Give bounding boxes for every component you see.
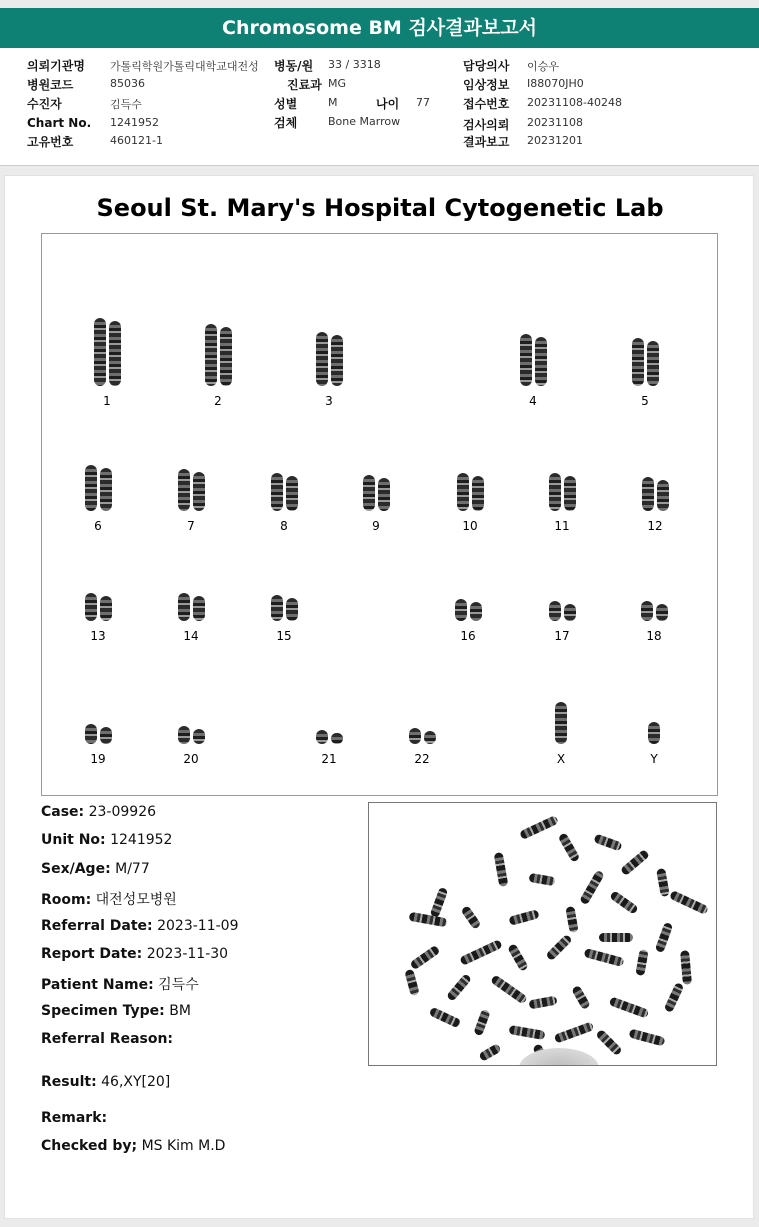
chromatid xyxy=(642,477,654,511)
detail-value: 23-09926 xyxy=(88,804,157,820)
metaphase-chromosome xyxy=(508,1025,545,1040)
info-value: 20231201 xyxy=(527,134,583,147)
metaphase-chromosome xyxy=(508,909,539,925)
info-value: M xyxy=(328,96,338,109)
chromosome-label: 11 xyxy=(554,519,570,533)
info-value: 이승우 xyxy=(527,60,559,73)
detail-label: Room: xyxy=(41,892,92,908)
info-label: 담당의사 xyxy=(463,59,510,73)
metaphase-chromosome xyxy=(609,890,639,915)
karyogram-panel xyxy=(41,233,718,796)
chromatid xyxy=(656,604,668,621)
chromatid xyxy=(378,478,390,511)
metaphase-chromosome xyxy=(655,922,674,953)
metaphase-chromosome xyxy=(584,948,625,967)
chromosome-label: 16 xyxy=(460,629,476,643)
metaphase-chromosome xyxy=(409,912,448,927)
info-value: Bone Marrow xyxy=(328,115,401,128)
info-label: 임상정보 xyxy=(463,78,510,92)
chromatid xyxy=(100,727,112,744)
detail-value: 2023-11-30 xyxy=(146,946,229,962)
chromatid xyxy=(331,733,343,744)
metaphase-chromosome xyxy=(680,950,692,985)
metaphase-chromosome xyxy=(669,890,709,915)
chromatid xyxy=(85,465,97,511)
detail-row xyxy=(41,1138,225,1154)
chromatid xyxy=(178,593,190,621)
info-label: 수진자 xyxy=(27,97,62,111)
metaphase-chromosome xyxy=(558,832,581,862)
chromosome-label: 13 xyxy=(90,629,106,643)
chromosome-label: 18 xyxy=(646,629,662,643)
chromosome-6-image xyxy=(85,465,112,511)
chromatid xyxy=(470,602,482,621)
chromatid xyxy=(632,338,644,386)
chromosome-1-image xyxy=(94,318,121,386)
metaphase-chromosome xyxy=(635,949,648,976)
metaphase-chromosome xyxy=(565,906,578,933)
chromatid xyxy=(271,473,283,511)
detail-label: Patient Name: xyxy=(41,977,154,993)
detail-row xyxy=(41,861,150,877)
chromosome-14-image xyxy=(178,593,205,621)
chromatid xyxy=(100,468,112,511)
chromosome-y-image xyxy=(648,722,660,744)
info-value: 가톨릭학원가톨릭대학교대전성 xyxy=(110,60,259,73)
report-title: Chromosome BM 검사결과보고서 xyxy=(222,17,537,39)
chromatid xyxy=(647,341,659,386)
info-label: Chart No. xyxy=(27,116,92,130)
chromosome-9-image xyxy=(363,475,390,511)
detail-label: Specimen Type: xyxy=(41,1003,165,1019)
chromosome-21-image xyxy=(316,730,343,744)
chromosome-label: Y xyxy=(650,752,658,766)
chromosome-16-image xyxy=(455,599,482,621)
detail-label: Unit No: xyxy=(41,832,106,848)
chromosome-label: 3 xyxy=(325,394,333,408)
detail-value: M/77 xyxy=(115,861,150,877)
detail-value: 1241952 xyxy=(110,832,173,848)
chromatid xyxy=(100,596,112,621)
detail-row xyxy=(41,918,238,934)
chromosome-label: 1 xyxy=(103,394,111,408)
detail-value: 46,XY[20] xyxy=(101,1074,171,1090)
info-value: 460121-1 xyxy=(110,134,163,147)
chromatid xyxy=(109,321,121,386)
metaphase-chromosome xyxy=(528,873,555,886)
lab-title: Seoul St. Mary's Hospital Cytogenetic Lab xyxy=(96,194,664,222)
detail-value: 대전성모병원 xyxy=(95,892,177,908)
chromosome-5-image xyxy=(632,338,659,386)
chromatid xyxy=(457,473,469,511)
info-value: 33 / 3318 xyxy=(328,58,381,71)
info-label: 결과보고 xyxy=(463,135,510,149)
detail-row xyxy=(41,1074,170,1090)
metaphase-chromosome xyxy=(609,996,650,1018)
metaphase-chromosome xyxy=(490,974,528,1004)
chromatid xyxy=(85,724,97,744)
patient-info-panel xyxy=(0,48,759,166)
info-value: 20231108 xyxy=(527,116,583,129)
chromosome-4-image xyxy=(520,334,547,386)
chromatid xyxy=(193,596,205,621)
chromatid xyxy=(555,702,567,744)
chromosome-label: 5 xyxy=(641,394,649,408)
chromatid xyxy=(657,480,669,511)
metaphase-chromosome xyxy=(571,985,591,1010)
info-value: 77 xyxy=(416,96,430,109)
detail-value: 2023-11-09 xyxy=(157,918,239,934)
chromosome-label: X xyxy=(556,752,566,766)
chromatid xyxy=(549,473,561,511)
info-value: I88070JH0 xyxy=(527,77,584,90)
detail-label: Result: xyxy=(41,1074,97,1090)
detail-value: MS Kim M.D xyxy=(141,1138,226,1154)
info-label: 접수번호 xyxy=(463,97,510,111)
chromosome-label: 21 xyxy=(321,752,337,766)
chromatid xyxy=(331,335,343,386)
info-label: 나이 xyxy=(376,97,400,111)
metaphase-chromosome xyxy=(620,849,650,876)
metaphase-chromosome xyxy=(554,1021,595,1043)
metaphase-chromosome xyxy=(404,969,419,996)
metaphase-chromosome xyxy=(628,1028,665,1046)
detail-label: Sex/Age: xyxy=(41,861,111,877)
cell-nucleus xyxy=(519,1048,599,1066)
metaphase-chromosome xyxy=(459,939,503,966)
chromosome-3-image xyxy=(316,332,343,386)
chromosome-label: 8 xyxy=(280,519,288,533)
detail-value: 김득수 xyxy=(158,977,199,993)
info-label: 병원코드 xyxy=(27,78,74,92)
chromosome-19-image xyxy=(85,724,112,744)
metaphase-chromosome xyxy=(579,870,605,906)
chromosome-13-image xyxy=(85,593,112,621)
metaphase-image xyxy=(368,802,717,1066)
chromatid xyxy=(564,476,576,511)
report-title-bar xyxy=(0,8,759,48)
chromatid xyxy=(220,327,232,386)
chromosome-17-image xyxy=(549,601,576,621)
metaphase-chromosome xyxy=(446,973,472,1002)
detail-row xyxy=(41,804,156,820)
detail-row xyxy=(41,1003,191,1019)
detail-row xyxy=(41,889,177,909)
detail-row xyxy=(41,1031,173,1047)
chromatid xyxy=(178,726,190,744)
detail-value: BM xyxy=(169,1003,191,1019)
info-label: 검체 xyxy=(274,116,298,130)
info-label: 고유번호 xyxy=(27,135,74,149)
chromosome-12-image xyxy=(642,477,669,511)
chromosome-15-image xyxy=(271,595,298,621)
detail-label: Remark: xyxy=(41,1110,108,1126)
chromatid xyxy=(286,598,298,621)
chromosome-label: 20 xyxy=(183,752,199,766)
chromatid xyxy=(564,604,576,621)
chromosome-label: 4 xyxy=(529,394,537,408)
chromatid xyxy=(271,595,283,621)
metaphase-chromosome xyxy=(664,982,685,1013)
chromatid xyxy=(316,332,328,386)
detail-row xyxy=(41,832,172,848)
metaphase-chromosome xyxy=(429,1007,462,1029)
chromatid xyxy=(549,601,561,621)
chromosome-label: 15 xyxy=(276,629,292,643)
chromatid xyxy=(641,601,653,621)
info-label: 검사의뢰 xyxy=(463,118,510,132)
chromatid xyxy=(316,730,328,744)
info-label: 진료과 xyxy=(287,78,322,92)
metaphase-chromosome xyxy=(473,1009,490,1037)
metaphase-chromosome xyxy=(595,1029,623,1057)
metaphase-chromosome xyxy=(478,1043,502,1062)
chromosome-20-image xyxy=(178,726,205,744)
chromosome-2-image xyxy=(205,324,232,386)
chromatid xyxy=(455,599,467,621)
metaphase-chromosome xyxy=(599,933,633,942)
chromatid xyxy=(535,337,547,386)
chromosome-11-image xyxy=(549,473,576,511)
detail-row xyxy=(41,1110,107,1126)
chromosome-label: 10 xyxy=(462,519,478,533)
chromatid xyxy=(472,476,484,511)
chromatid xyxy=(85,593,97,621)
chromatid xyxy=(205,324,217,386)
info-label: 성별 xyxy=(274,97,298,111)
chromosome-label: 12 xyxy=(647,519,663,533)
info-value: 1241952 xyxy=(110,116,159,129)
detail-label: Referral Reason: xyxy=(41,1031,174,1047)
chromosome-label: 22 xyxy=(414,752,430,766)
chromatid xyxy=(286,476,298,511)
detail-label: Report Date: xyxy=(41,946,143,962)
chromatid xyxy=(363,475,375,511)
chromosome-label: 17 xyxy=(554,629,570,643)
metaphase-chromosome xyxy=(460,905,481,930)
chromosome-x-image xyxy=(555,702,567,744)
detail-label: Referral Date: xyxy=(41,918,153,934)
chromosome-10-image xyxy=(457,473,484,511)
info-value: MG xyxy=(328,77,347,90)
chromatid xyxy=(520,334,532,386)
chromosome-label: 19 xyxy=(90,752,106,766)
detail-row xyxy=(41,974,199,994)
info-value: 20231108-40248 xyxy=(527,96,622,109)
chromosome-8-image xyxy=(271,473,298,511)
info-value: 85036 xyxy=(110,77,145,90)
metaphase-chromosome xyxy=(656,868,670,897)
metaphase-chromosome xyxy=(430,887,449,918)
metaphase-chromosome xyxy=(593,833,622,851)
chromatid xyxy=(94,318,106,386)
detail-row xyxy=(41,946,228,962)
chromatid xyxy=(409,728,421,744)
chromosome-label: 6 xyxy=(94,519,102,533)
detail-label: Checked by; xyxy=(41,1138,138,1154)
metaphase-chromosome xyxy=(545,934,573,962)
metaphase-chromosome xyxy=(507,943,529,972)
info-label: 병동/원 xyxy=(274,59,314,73)
chromosome-7-image xyxy=(178,469,205,511)
chromatid xyxy=(648,722,660,744)
chromosome-label: 9 xyxy=(372,519,380,533)
chromosome-label: 14 xyxy=(183,629,199,643)
report-sheet xyxy=(4,175,754,1219)
chromosome-label: 2 xyxy=(214,394,222,408)
chromosome-22-image xyxy=(409,728,436,744)
metaphase-chromosome xyxy=(519,815,559,840)
chromatid xyxy=(193,472,205,511)
metaphase-chromosome xyxy=(528,996,557,1010)
chromatid xyxy=(193,729,205,744)
info-label: 의뢰기관명 xyxy=(27,59,85,73)
metaphase-chromosome xyxy=(494,852,509,887)
chromosome-label: 7 xyxy=(187,519,195,533)
metaphase-chromosome xyxy=(409,945,440,971)
chromatid xyxy=(178,469,190,511)
detail-label: Case: xyxy=(41,804,85,820)
chromosome-18-image xyxy=(641,601,668,621)
info-value: 김득수 xyxy=(110,98,142,111)
chromatid xyxy=(424,731,436,744)
